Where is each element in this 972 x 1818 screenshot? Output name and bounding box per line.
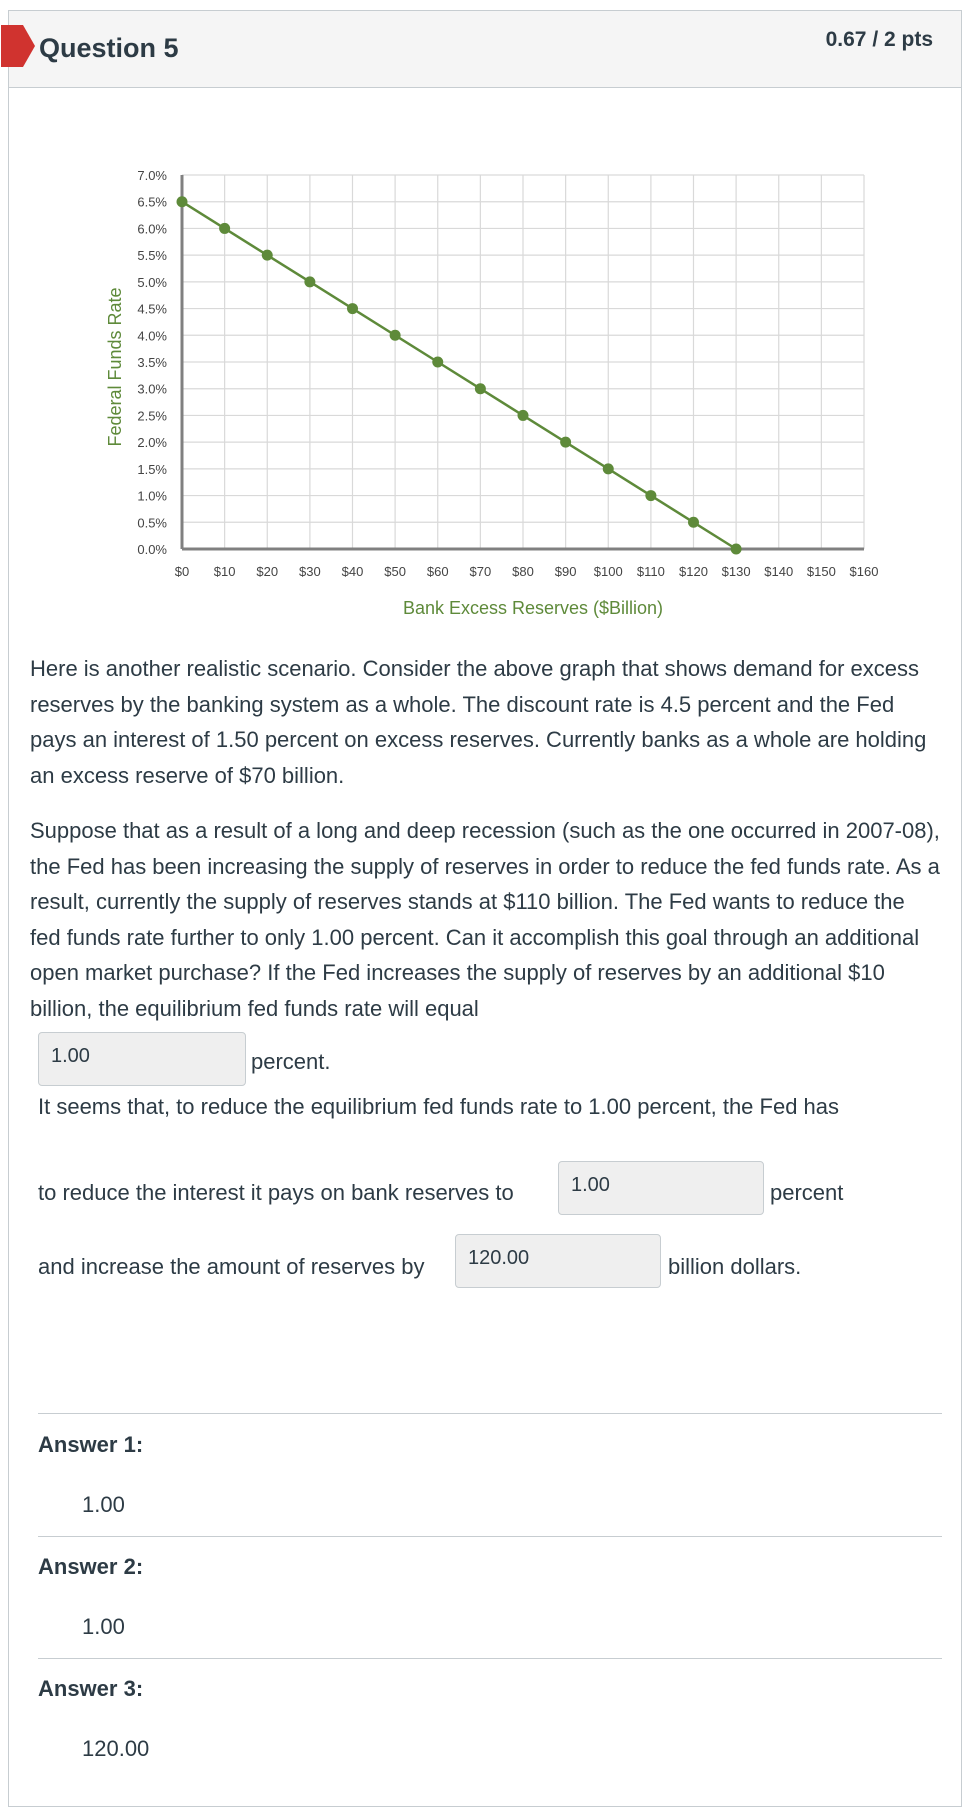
answer-2-label: Answer 2: <box>38 1554 144 1579</box>
percent-label-1: percent. <box>251 1049 331 1074</box>
answer-1-input[interactable]: 1.00 <box>38 1032 246 1086</box>
x-tick-label: $80 <box>512 564 534 579</box>
answer-divider-1 <box>38 1536 942 1537</box>
x-tick-label: $60 <box>426 564 449 579</box>
answer-3-label: Answer 3: <box>38 1676 144 1701</box>
answer-3-value: 120.00 <box>82 1736 150 1761</box>
answer-1-label: Answer 1: <box>38 1432 144 1457</box>
y-tick-label: 2.0% <box>137 435 167 451</box>
data-point <box>688 517 699 528</box>
y-tick-label: 3.5% <box>137 355 167 370</box>
paragraph-followup-line2: to reduce the interest it pays on bank reserves to <box>38 1180 514 1205</box>
data-point <box>432 357 443 368</box>
x-tick-label: $70 <box>469 564 492 579</box>
paragraph-increase: and increase the amount of reserves by <box>38 1254 425 1279</box>
data-point <box>390 330 401 341</box>
x-tick-label: $30 <box>299 564 321 579</box>
x-tick-label: $90 <box>554 564 577 579</box>
y-tick-label: 2.5% <box>137 408 167 424</box>
y-tick-label: 5.5% <box>137 248 167 264</box>
y-axis-title: Federal Funds Rate <box>105 287 125 447</box>
y-tick-label: 5.0% <box>137 274 167 290</box>
percent-label-2: percent <box>770 1180 844 1205</box>
paragraph-followup-line1: It seems that, to reduce the equilibrium fed funds rate to 1.00 percent, the Fed has <box>38 1094 840 1119</box>
answers-divider <box>38 1413 942 1414</box>
billion-label: billion dollars. <box>668 1254 802 1279</box>
paragraph-question: Suppose that as a result of a long and deep recession (such as the one occurred in 2007-08), the Fed has been increasing the supply of reserves in order to reduce the fed funds rate. As a result, currently the supply of reserves stands at $110 billion. The Fed wants to reduce the fed funds rate further to only 1.00 percent. Can it accomplish this goal through an additional open market purchase? If the Fed increases the supply of reserves by an additional $10 billion, the equilibrium fed funds rate will equal <box>30 818 940 1021</box>
data-point <box>177 196 188 207</box>
x-tick-label: $140 <box>764 564 794 579</box>
x-tick-label: $10 <box>213 564 236 579</box>
y-tick-label: 3.0% <box>137 381 167 397</box>
answer-divider-2 <box>38 1658 942 1659</box>
data-point <box>518 410 529 421</box>
question-title: Question 5 <box>39 33 179 63</box>
data-point <box>731 544 742 555</box>
y-tick-label: 4.5% <box>137 301 167 317</box>
data-point <box>347 303 358 314</box>
data-point <box>219 223 230 234</box>
x-tick-label: $50 <box>384 564 406 579</box>
data-point <box>603 463 614 474</box>
y-tick-label: 7.0% <box>137 168 167 183</box>
y-tick-label: 6.5% <box>137 194 167 210</box>
x-tick-label: $120 <box>679 564 708 579</box>
x-tick-label: $160 <box>849 564 879 579</box>
data-point <box>262 250 273 261</box>
y-tick-label: 0.5% <box>137 515 167 531</box>
x-tick-label: $100 <box>593 564 623 579</box>
data-point <box>304 276 315 287</box>
data-point <box>645 490 656 501</box>
x-axis-title: Bank Excess Reserves ($Billion) <box>402 598 664 618</box>
x-tick-label: $130 <box>721 564 751 579</box>
y-tick-label: 1.0% <box>137 488 167 504</box>
y-tick-label: 6.0% <box>137 221 167 237</box>
data-point <box>560 437 571 448</box>
answer-3-input[interactable]: 120.00 <box>455 1234 661 1288</box>
answer-2-input[interactable]: 1.00 <box>558 1161 764 1215</box>
x-tick-label: $110 <box>636 564 665 579</box>
data-point <box>475 383 486 394</box>
y-tick-label: 4.0% <box>137 328 167 344</box>
question-points: 0.67 / 2 pts <box>825 28 933 51</box>
answer-1-value: 1.00 <box>82 1492 125 1517</box>
answer-2-value: 1.00 <box>82 1614 125 1639</box>
demand-chart <box>0 0 972 640</box>
y-tick-label: 0.0% <box>137 542 167 557</box>
y-tick-label: 1.5% <box>137 461 167 477</box>
x-tick-label: $40 <box>341 564 364 579</box>
paragraph-scenario: Here is another realistic scenario. Consider the above graph that shows demand for excess reserves by the banking system as a whole. The discount rate is 4.5 percent and the Fed pays an interest of 1.50 percent on excess reserves. Currently banks as a whole are holding an excess reserve of $70 billion. <box>30 656 927 788</box>
x-tick-label: $0 <box>174 564 190 579</box>
x-tick-label: $20 <box>256 564 279 579</box>
x-tick-label: $150 <box>806 564 836 579</box>
